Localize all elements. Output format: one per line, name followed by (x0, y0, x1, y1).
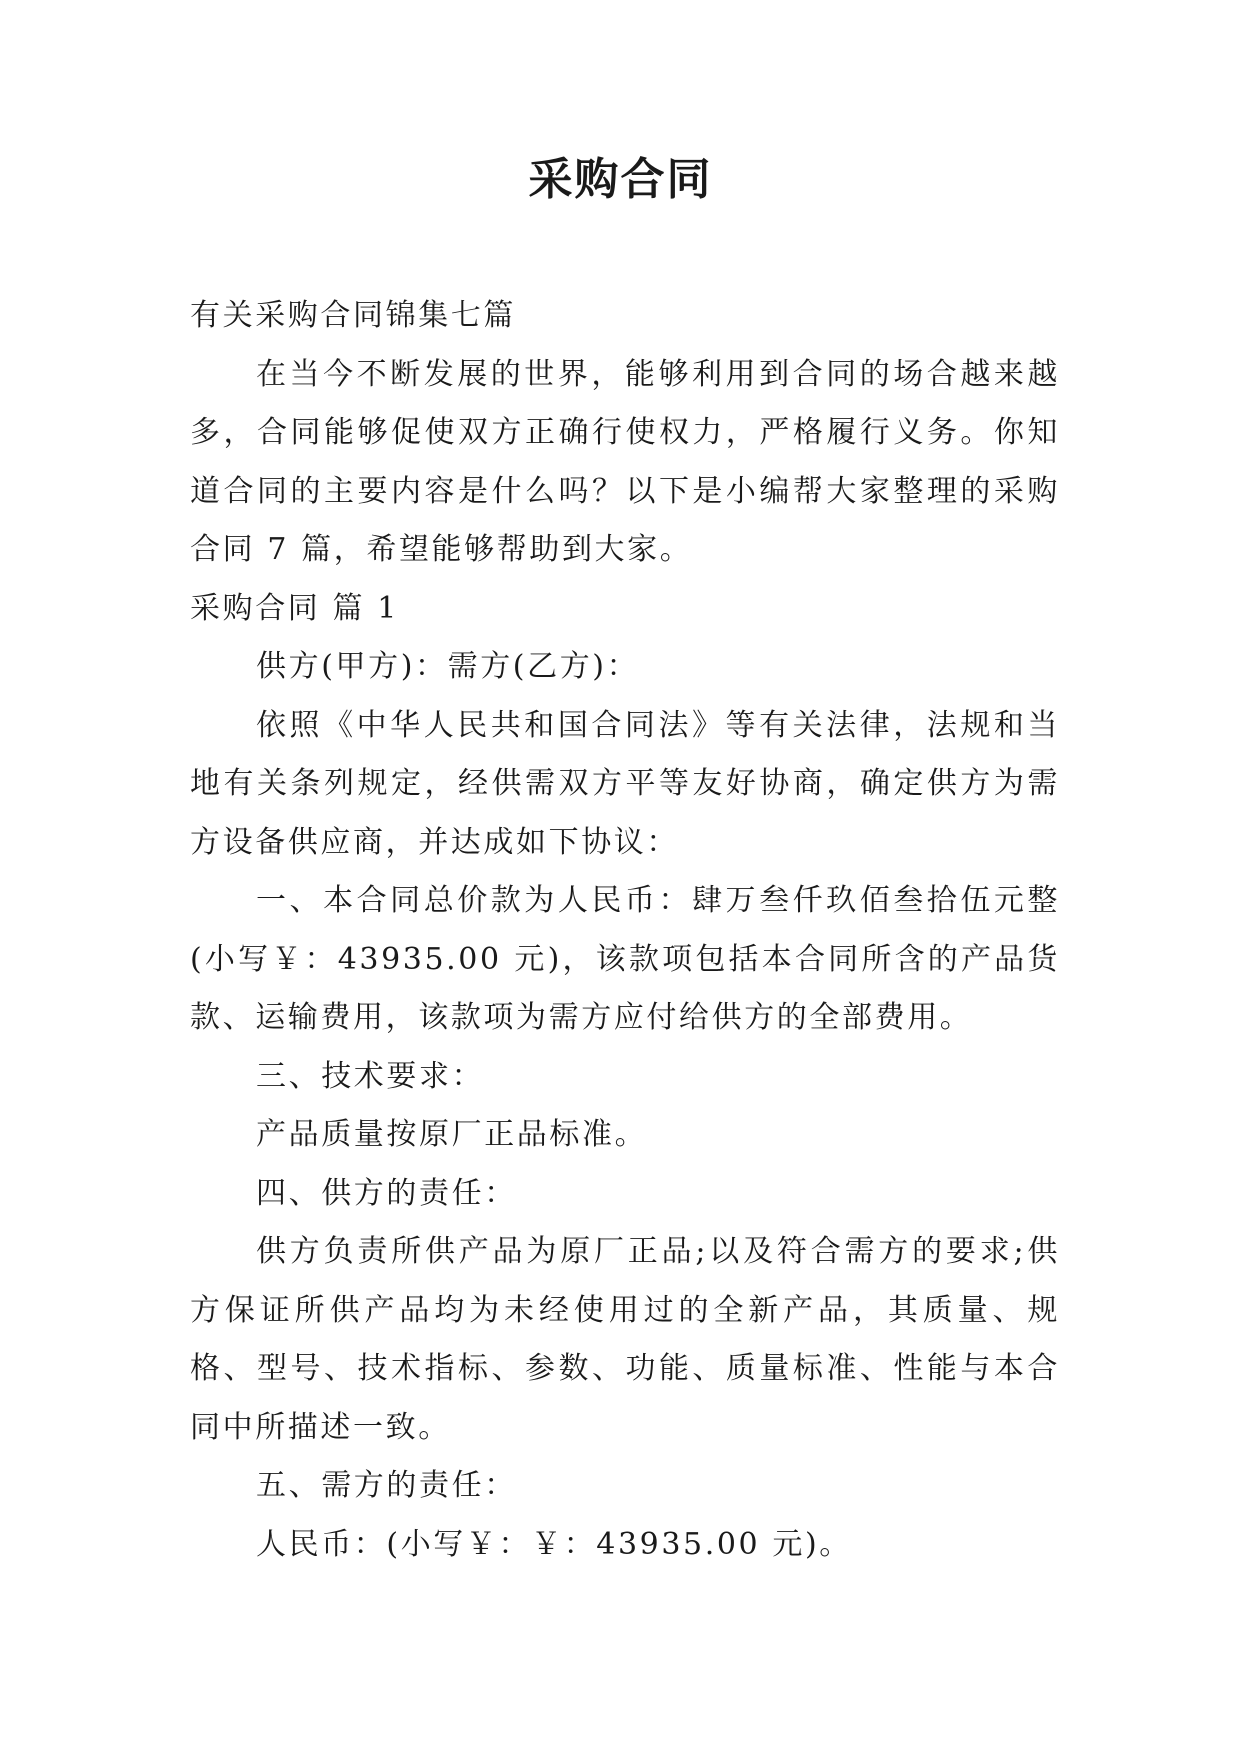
technical-paragraph: 产品质量按原厂正品标准。 (256, 1117, 648, 1152)
clause-heading-buyer: 五、需方的责任： (256, 1468, 517, 1503)
buyer-payment-paragraph: 人民币：(小写￥：￥：43935.00 元)。 (256, 1526, 852, 1562)
clause-heading-supplier: 四、供方的责任： (256, 1175, 517, 1211)
parties-paragraph: 供方(甲方)：需方(乙方)： (256, 649, 640, 684)
document-body (190, 287, 1060, 1574)
document-title: 采购合同 (528, 154, 713, 205)
total-price-paragraph: 一、本合同总价款为人民币：肆万叁仟玖佰叁拾伍元整(小写￥：43935.00 元)，该款项包括本合同所含的产品货款、运输费用，该款项为需方应付给供方的全部费用。 (190, 883, 1060, 1035)
intro-paragraph: 在当今不断发展的世界，能够利用到合同的场合越来越多，合同能够促使双方正确行使权力，严格履行义务。你知道合同的主要内容是什么吗？以下是小编帮大家整理的采购合同 7 篇，希望能够帮助到大家。 (190, 356, 1060, 567)
subtitle-paragraph: 有关采购合同锦集七篇 (190, 298, 516, 333)
legal-basis-paragraph: 依照《中华人民共和国合同法》等有关法律，法规和当地有关条列规定，经供需双方平等友好协商，确定供方为需方设备供应商，并达成如下协议： (190, 707, 1060, 860)
section-heading: 采购合同 篇 1 (190, 590, 399, 626)
clause-heading-technical: 三、技术要求： (256, 1058, 485, 1094)
supplier-duty-paragraph: 供方负责所供产品为原厂正品;以及符合需方的要求;供方保证所供产品均为未经使用过的全新产品，其质量、规格、型号、技术指标、参数、功能、质量标准、性能与本合同中所描述一致。 (190, 1234, 1060, 1445)
